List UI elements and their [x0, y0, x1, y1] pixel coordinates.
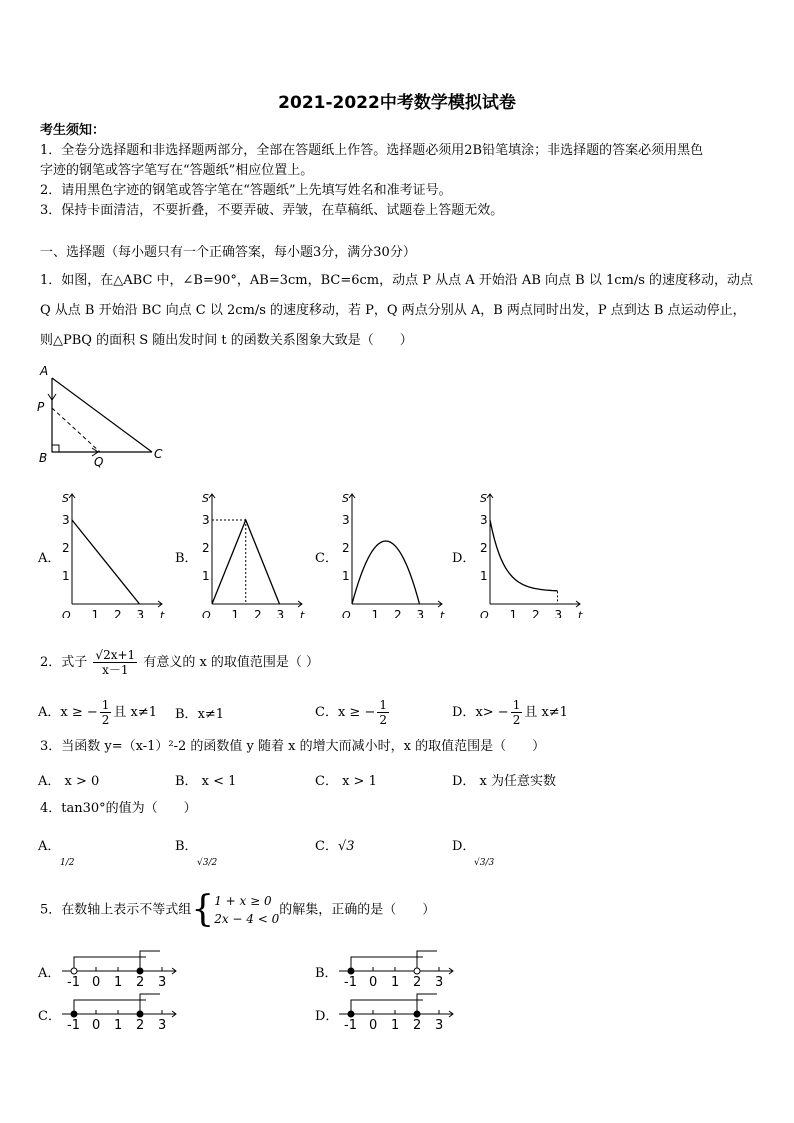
q2-option-B: B．x≠1 — [175, 707, 225, 722]
tick-label: -1 — [67, 975, 80, 990]
q3-option-B: B． x < 1 — [175, 774, 237, 789]
y-axis-label: S — [480, 492, 487, 505]
label-Q: Q — [94, 455, 104, 469]
y-axis-label: S — [342, 492, 349, 505]
graph-curve — [490, 520, 558, 591]
question-1-line: 1．如图，在△ABC 中，∠B=90°，AB=3cm，BC=6cm，动点 P 从点 A 开始沿 AB 向点 B 以 1cm/s 的速度移动，动点 — [40, 273, 754, 288]
label-C: C — [154, 447, 163, 461]
q3-option-C: C． x > 1 — [315, 774, 377, 789]
q3-option-A: A． x > 0 — [38, 774, 100, 789]
y-axis-label: S — [202, 492, 209, 505]
endpoint-dot — [71, 1011, 77, 1017]
x-tick-label: 2 — [114, 608, 122, 618]
x-tick-label: 3 — [276, 608, 285, 618]
x-tick-label: 3 — [554, 608, 563, 618]
x-tick-label: 2 — [254, 608, 262, 618]
numberline-option-D — [335, 988, 460, 1033]
notice-item: 3．保持卡面清洁，不要折叠，不要弄破、弄皱，在草稿纸、试题卷上答题无效。 — [40, 203, 504, 218]
solution-bracket — [417, 994, 437, 1014]
question-4-stem: 4．tan30°的值为（ ） — [40, 801, 197, 816]
endpoint-dot — [348, 1011, 354, 1017]
graph-curve — [352, 541, 420, 604]
question-3-stem: 3．当函数 y=（x-1）²-2 的函数值 y 随着 x 的增大而减小时，x 的取值范围是（ ） — [40, 739, 546, 754]
numberline-option-C — [58, 988, 183, 1033]
graph-option-C — [338, 488, 448, 618]
q5-option-C-label: C． — [38, 1009, 61, 1024]
option-C-label: C． — [315, 551, 338, 566]
tick-label: 0 — [92, 975, 101, 990]
q5-option-D-label: D． — [315, 1009, 339, 1024]
solution-bracket — [140, 994, 160, 1014]
tick-label: -1 — [344, 975, 357, 990]
tick-label: 0 — [369, 975, 378, 990]
label-P: P — [37, 400, 45, 414]
tick-label: 0 — [369, 1018, 378, 1033]
q2-denominator: x－1 — [102, 663, 129, 677]
q5-option-A-label: A． — [38, 966, 61, 981]
endpoint-dot — [137, 968, 143, 974]
x-tick-label: 1 — [91, 608, 100, 618]
tick-label: -1 — [344, 1018, 357, 1033]
q5-suffix: 的解集，正确的是（ ） — [279, 902, 436, 918]
endpoint-dot — [414, 1011, 420, 1017]
tick-label: 1 — [114, 975, 123, 990]
q4-option-A: A． 1/2 — [38, 839, 75, 868]
question-1-line: Q 从点 B 开始沿 BC 向点 C 以 2cm/s 的速度移动，若 P，Q 两点分别从 A，B 两点同时出发，P 点到达 B 点运动停止， — [40, 303, 746, 318]
option-B-label: B． — [175, 551, 198, 566]
origin-label: O — [480, 609, 489, 618]
tick-label: 1 — [391, 1018, 400, 1033]
label-A: A — [40, 364, 49, 378]
page-title: 2021-2022中考数学模拟试卷 — [278, 93, 516, 113]
tick-label: -1 — [67, 1018, 80, 1033]
solution-bracket — [74, 957, 146, 971]
tick-label: 0 — [92, 1018, 101, 1033]
x-tick-label: 3 — [416, 608, 425, 618]
x-tick-label: 3 — [136, 608, 145, 618]
origin-label: O — [62, 609, 71, 618]
section-heading: 一、选择题（每小题只有一个正确答案，每小题3分，满分30分） — [40, 245, 416, 260]
q4-option-C: C．√3 — [315, 839, 355, 854]
graph-line — [72, 520, 140, 604]
y-tick-label: 3 — [342, 513, 350, 527]
graph-option-A — [58, 488, 168, 618]
y-tick-label: 2 — [480, 541, 488, 555]
q2-option-C: C．x ≥ − $\frac{1}{2}$ — [315, 698, 387, 727]
q2-numerator: √2x+1 — [95, 648, 136, 662]
endpoint-dot — [137, 1011, 143, 1017]
y-tick-label: 3 — [480, 513, 488, 527]
x-tick-label: 2 — [394, 608, 402, 618]
tick-label: 3 — [158, 1018, 167, 1033]
y-tick-label: 2 — [62, 541, 70, 555]
option-D-label: D． — [452, 551, 476, 566]
x-axis-label: t — [578, 609, 583, 618]
endpoint-dot — [414, 968, 420, 974]
q2-fraction — [93, 648, 137, 677]
solution-bracket — [351, 1000, 423, 1014]
q2-suffix: 有意义的 x 的取值范围是（ ） — [143, 655, 320, 670]
endpoint-dot — [71, 968, 77, 974]
tick-label: 1 — [391, 975, 400, 990]
notice-item: 2．请用黑色字迹的钢笔或答字笔在“答题纸”上先填写姓名和准考证号。 — [40, 183, 452, 198]
tick-label: 3 — [435, 1018, 444, 1033]
q2-prefix: 2．式子 — [40, 655, 88, 670]
q5-ineq1: 1 + x ≥ 0 — [214, 894, 272, 908]
y-tick-label: 3 — [62, 513, 70, 527]
x-axis-label: t — [440, 609, 445, 618]
y-tick-label: 2 — [342, 541, 350, 555]
numberline-option-A — [58, 945, 183, 990]
tick-label: 2 — [136, 975, 145, 990]
question-1-line: 则△PBQ 的面积 S 随出发时间 t 的函数关系图象大致是（ ） — [40, 333, 413, 348]
tick-label: 1 — [114, 1018, 123, 1033]
q2-option-D: D．x> − $\frac{1}{2}$ 且 x≠1 — [452, 698, 568, 727]
graph-option-B — [198, 488, 308, 618]
q2-option-A: A．x ≥ − $\frac{1}{2}$ 且 x≠1 — [38, 698, 158, 727]
x-tick-label: 2 — [532, 608, 540, 618]
x-axis-label: t — [160, 609, 165, 618]
option-A-label: A． — [38, 551, 61, 566]
label-B: B — [39, 451, 48, 465]
y-tick-label: 1 — [62, 569, 70, 583]
y-tick-label: 1 — [342, 569, 350, 583]
tick-label: 2 — [413, 975, 422, 990]
origin-label: O — [202, 609, 211, 618]
solution-bracket — [74, 1000, 146, 1014]
question-5-stem: 5．在数轴上表示不等式组{1 + x ≥ 0 2x − 4 < 0的解集，正确的是（ ） — [40, 889, 436, 930]
y-tick-label: 1 — [480, 569, 488, 583]
q5-option-B-label: B． — [315, 966, 338, 981]
q3-option-D: D． x 为任意实数 — [452, 774, 557, 789]
q5-prefix: 5．在数轴上表示不等式组 — [40, 902, 192, 918]
graph-option-D — [476, 488, 586, 618]
x-tick-label: 1 — [509, 608, 518, 618]
question-2-stem — [40, 648, 319, 677]
tick-label: 3 — [158, 975, 167, 990]
solution-bracket — [351, 957, 423, 971]
triangle-figure — [34, 362, 174, 472]
q4-option-B: B． √3/2 — [175, 839, 218, 868]
x-tick-label: 1 — [231, 608, 240, 618]
y-tick-label: 3 — [202, 513, 210, 527]
endpoint-dot — [348, 968, 354, 974]
y-tick-label: 2 — [202, 541, 210, 555]
x-tick-label: 1 — [371, 608, 380, 618]
notice-item: 1．全卷分选择题和非选择题两部分，全部在答题纸上作答。选择题必须用2B铅笔填涂；非选择题的答案必须用黑色 — [40, 143, 704, 158]
q5-ineq2: 2x − 4 < 0 — [214, 912, 280, 926]
tick-label: 2 — [413, 1018, 422, 1033]
tick-label: 2 — [136, 1018, 145, 1033]
origin-label: O — [342, 609, 351, 618]
tick-label: 3 — [435, 975, 444, 990]
notice-heading: 考生须知： — [40, 123, 106, 138]
solution-bracket — [417, 951, 437, 971]
y-axis-label: S — [62, 492, 69, 505]
x-axis-label: t — [300, 609, 305, 618]
q4-option-D: D． √3/3 — [452, 839, 495, 868]
y-tick-label: 1 — [202, 569, 210, 583]
numberline-option-B — [335, 945, 460, 990]
notice-item: 字迹的钢笔或答字笔写在“答题纸”相应位置上。 — [40, 163, 314, 178]
solution-bracket — [140, 951, 160, 971]
